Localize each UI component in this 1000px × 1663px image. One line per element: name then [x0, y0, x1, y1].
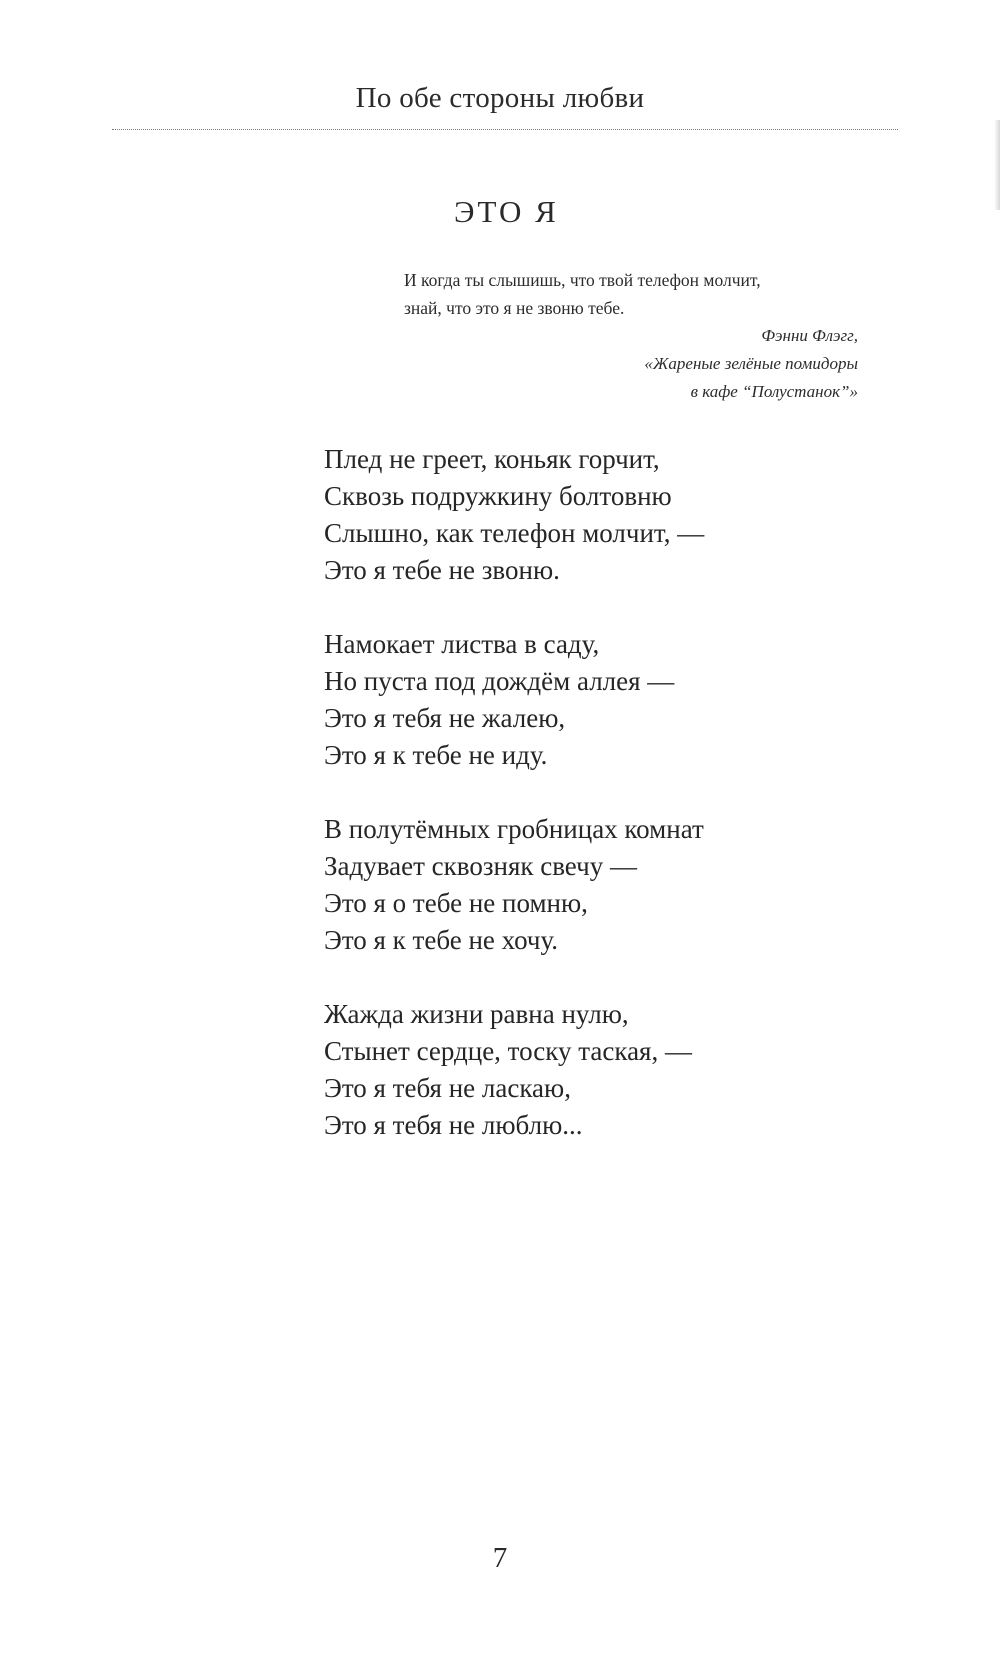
- poem-line: Это я тебя не люблю...: [324, 1110, 583, 1140]
- poem-line: Это я к тебе не хочу.: [324, 925, 559, 955]
- poem-body: [324, 441, 884, 1144]
- poem-line: Жажда жизни равна нулю,: [324, 999, 629, 1029]
- poem-line: Это я о тебе не помню,: [324, 888, 588, 918]
- stanza: [324, 811, 884, 959]
- poem-line: Это я тебя не ласкаю,: [324, 1073, 571, 1103]
- stanza: [324, 441, 884, 589]
- header-rule: [112, 129, 898, 130]
- poem-line: Сквозь подружкину болтовню: [324, 481, 672, 511]
- poem-title: ЭТО Я: [454, 194, 559, 229]
- poem-line: Это я тебя не жалею,: [324, 703, 566, 733]
- poem-line: Плед не греет, коньяк горчит,: [324, 444, 660, 474]
- page-number: 7: [492, 1542, 508, 1574]
- stanza: [324, 626, 884, 774]
- attribution-author: Фэнни Флэгг,: [761, 326, 858, 345]
- running-header: По обе стороны любви: [355, 82, 645, 114]
- poem-line: Слышно, как телефон молчит, —: [324, 518, 705, 548]
- poem-line: В полутёмных гробницах комнат: [324, 814, 704, 844]
- epigraph-line: знай, что это я не звоню тебе.: [404, 298, 625, 318]
- epigraph: [404, 266, 858, 406]
- stanza: [324, 996, 884, 1144]
- epigraph-line: И когда ты слышишь, что твой телефон молчит,: [404, 270, 761, 290]
- poem-line: Намокает листва в саду,: [324, 629, 600, 659]
- page-edge-shadow: [994, 120, 1000, 210]
- poem-line: Это я к тебе не иду.: [324, 740, 548, 770]
- poem-line: Это я тебе не звоню.: [324, 555, 560, 585]
- poem-line: Но пуста под дождём аллея —: [324, 666, 675, 696]
- poem-line: Задувает сквозняк свечу —: [324, 851, 637, 881]
- attribution-work-line: в кафе “Полустанок”»: [690, 382, 858, 401]
- epigraph-attribution: [404, 322, 858, 406]
- poem-line: Стынет сердце, тоску таская, —: [324, 1036, 692, 1066]
- attribution-work-line: «Жареные зелёные помидоры: [644, 354, 858, 373]
